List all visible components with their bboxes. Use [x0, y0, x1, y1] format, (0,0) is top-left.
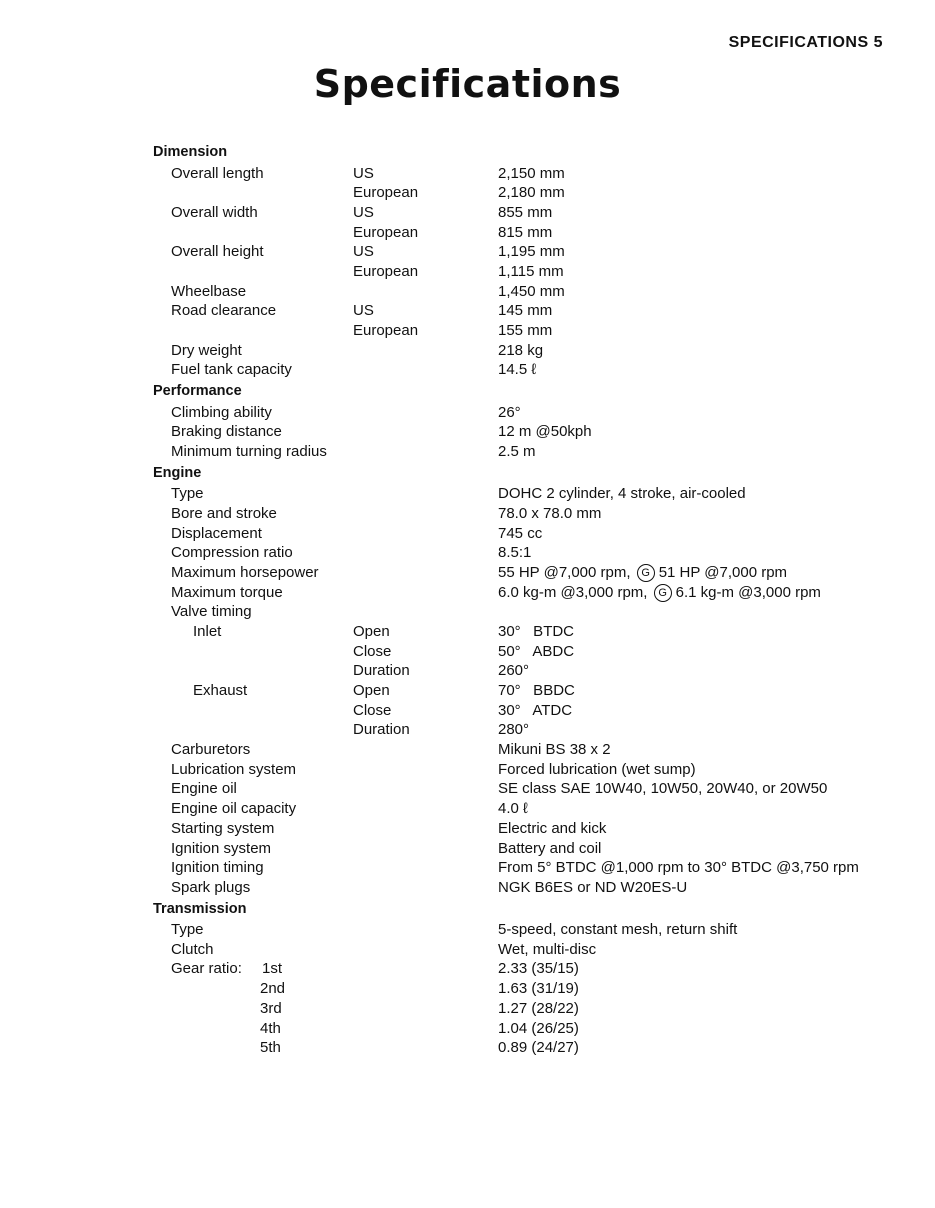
section-heading: Performance — [153, 383, 242, 400]
spec-value-primary: 6.0 kg-m @3,000 rpm, — [498, 583, 648, 601]
spec-row-clutch — [0, 940, 935, 960]
section-transmission — [0, 898, 935, 921]
spec-value: 2.5 m — [498, 442, 536, 460]
section-heading: Engine — [153, 464, 202, 481]
spec-variant: US — [353, 302, 374, 320]
spec-value: 30° BTDC — [498, 622, 575, 640]
spec-value: 145 mm — [498, 302, 553, 320]
spec-row-road-clearance — [0, 301, 935, 321]
spec-value: 815 mm — [498, 223, 553, 241]
spec-label: Starting system — [171, 819, 275, 837]
spec-value: 1.04 (26/25) — [498, 1019, 579, 1037]
spec-row-exhaust-close — [0, 701, 935, 721]
spec-value: 2,180 mm — [498, 184, 565, 202]
spec-value-secondary: 6.1 kg-m @3,000 rpm — [675, 583, 821, 601]
spec-value-primary: 55 HP @7,000 rpm, — [498, 563, 631, 581]
spec-value-secondary: 51 HP @7,000 rpm — [658, 563, 788, 581]
spec-label: Gear ratio: — [171, 960, 242, 978]
gear-rank: 2nd — [260, 980, 286, 998]
spec-row-inlet-close — [0, 642, 935, 662]
running-head: SPECIFICATIONS 5 — [728, 34, 883, 51]
spec-value: 12 m @50kph — [498, 423, 592, 441]
spec-row-overall-height-eu — [0, 262, 935, 282]
spec-row-exhaust-duration — [0, 720, 935, 740]
spec-label: Carburetors — [171, 741, 251, 759]
circled-g-marker-icon: G — [654, 584, 672, 602]
spec-row-exhaust-open — [0, 681, 935, 701]
spec-value: 70° BBDC — [498, 682, 575, 699]
spec-label: Compression ratio — [171, 544, 293, 562]
section-dimension — [0, 141, 935, 164]
spec-value: From 5° BTDC @1,000 rpm to 30° BTDC @3,750 rpm — [498, 859, 859, 877]
spec-label: Overall length — [171, 164, 264, 182]
spec-value: Forced lubrication (wet sump) — [498, 760, 696, 778]
spec-variant: European — [353, 223, 419, 241]
spec-label: Engine oil capacity — [171, 800, 297, 818]
spec-row-engine-type — [0, 484, 935, 504]
spec-value: DOHC 2 cylinder, 4 stroke, air-cooled — [498, 485, 746, 503]
spec-sublabel: Exhaust — [193, 682, 248, 699]
spec-value: 1.27 (28/22) — [498, 999, 579, 1017]
spec-row-gear-3 — [0, 999, 935, 1019]
gear-rank: 1st — [262, 960, 283, 978]
spec-variant: Close — [353, 642, 392, 660]
spec-value: SE class SAE 10W40, 10W50, 20W40, or 20W50 — [498, 780, 828, 798]
spec-label: Fuel tank capacity — [171, 361, 292, 379]
spec-label: Valve timing — [171, 603, 252, 621]
spec-row-ignition — [0, 839, 935, 859]
spec-value: 2.33 (35/15) — [498, 960, 579, 978]
spec-row-torque — [0, 583, 935, 603]
spec-value: 280° — [498, 721, 530, 739]
spec-value: Electric and kick — [498, 819, 607, 837]
spec-value: Wet, multi-disc — [498, 940, 597, 958]
spec-variant: Open — [353, 622, 390, 640]
gear-rank: 4th — [260, 1019, 281, 1037]
spec-label: Ignition timing — [171, 859, 264, 877]
spec-variant: Open — [353, 682, 390, 699]
spec-label: Wheelbase — [171, 282, 247, 300]
spec-row-gear-1 — [0, 959, 935, 979]
spec-variant: European — [353, 262, 419, 280]
spec-variant: US — [353, 243, 374, 261]
spec-label: Braking distance — [171, 423, 282, 441]
spec-variant: Duration — [353, 662, 410, 680]
spec-label: Lubrication system — [171, 760, 297, 778]
spec-variant: US — [353, 203, 374, 221]
spec-row-braking — [0, 422, 935, 442]
spec-value: 855 mm — [498, 203, 553, 221]
spec-value: Battery and coil — [498, 839, 602, 857]
spec-label: Type — [171, 485, 204, 503]
spec-row-spark-plugs — [0, 878, 935, 898]
spec-label: Type — [171, 921, 204, 939]
spec-label: Displacement — [171, 524, 262, 542]
section-heading: Transmission — [153, 900, 247, 917]
spec-row-inlet-open — [0, 622, 935, 642]
gear-rank: 3rd — [260, 999, 282, 1017]
spec-row-valve-timing — [0, 602, 935, 622]
spec-label: Maximum horsepower — [171, 563, 319, 581]
spec-label: Engine oil — [171, 780, 237, 798]
spec-label: Spark plugs — [171, 878, 251, 896]
spec-value: 1,115 mm — [498, 262, 564, 280]
spec-row-turning — [0, 442, 935, 462]
spec-value: 260° — [498, 662, 530, 680]
spec-label: Maximum torque — [171, 583, 283, 601]
spec-sublabel: Inlet — [193, 622, 222, 640]
spec-value: 78.0 x 78.0 mm — [498, 504, 602, 522]
spec-row-displacement — [0, 524, 935, 544]
spec-row-lubrication — [0, 760, 935, 780]
spec-row-fuel-tank — [0, 360, 935, 380]
spec-row-engine-oil — [0, 779, 935, 799]
spec-row-overall-width-eu — [0, 223, 935, 243]
spec-value: 30° ATDC — [498, 701, 573, 719]
spec-value: 1,195 mm — [498, 243, 565, 261]
spec-value: 4.0 ℓ — [498, 800, 528, 818]
spec-value: 26° — [498, 403, 521, 421]
spec-row-bore — [0, 504, 935, 524]
spec-value: Mikuni BS 38 x 2 — [498, 741, 611, 759]
spec-value: NGK B6ES or ND W20ES-U — [498, 878, 688, 896]
spec-value: 2,150 mm — [498, 164, 565, 182]
spec-variant: Close — [353, 701, 392, 719]
spec-value: 218 kg — [498, 341, 544, 359]
spec-row-overall-height — [0, 242, 935, 262]
spec-label: Bore and stroke — [171, 504, 277, 522]
spec-row-compression — [0, 543, 935, 563]
spec-label: Overall height — [171, 243, 264, 261]
spec-row-inlet-duration — [0, 661, 935, 681]
spec-value — [498, 563, 787, 583]
spec-row-wheelbase — [0, 282, 935, 302]
spec-label: Road clearance — [171, 302, 277, 320]
spec-row-starting — [0, 819, 935, 839]
spec-row-overall-length-eu — [0, 183, 935, 203]
spec-value: 1.63 (31/19) — [498, 980, 579, 998]
spec-table — [0, 141, 935, 1058]
circled-g-marker-icon: G — [637, 564, 655, 582]
spec-variant: US — [353, 164, 374, 182]
spec-row-road-clearance-eu — [0, 321, 935, 341]
spec-row-gear-5 — [0, 1038, 935, 1058]
spec-value: 50° ABDC — [498, 642, 575, 660]
spec-row-horsepower — [0, 563, 935, 583]
spec-row-ignition-timing — [0, 858, 935, 878]
spec-value: 745 cc — [498, 524, 543, 542]
section-performance — [0, 380, 935, 403]
spec-label: Minimum turning radius — [171, 442, 327, 460]
spec-variant: European — [353, 322, 419, 339]
spec-label: Ignition system — [171, 839, 272, 857]
spec-value: 1,450 mm — [498, 282, 565, 300]
spec-variant: European — [353, 184, 419, 202]
spec-row-transmission-type — [0, 920, 935, 940]
spec-row-overall-width — [0, 203, 935, 223]
spec-label: Overall width — [171, 203, 258, 221]
section-heading: Dimension — [153, 144, 228, 160]
spec-row-dry-weight — [0, 341, 935, 361]
gear-rank: 5th — [260, 1039, 281, 1057]
spec-value: 5-speed, constant mesh, return shift — [498, 921, 738, 939]
spec-label: Dry weight — [171, 341, 242, 359]
spec-row-oil-capacity — [0, 799, 935, 819]
spec-value: 155 mm — [498, 322, 553, 339]
spec-value: 0.89 (24/27) — [498, 1039, 579, 1057]
spec-row-overall-length — [0, 164, 935, 184]
spec-value — [498, 583, 821, 603]
spec-row-carburetors — [0, 740, 935, 760]
spec-row-gear-4 — [0, 1019, 935, 1039]
section-engine — [0, 462, 935, 485]
spec-variant: Duration — [353, 721, 410, 739]
page-title: Specifications — [313, 62, 622, 106]
spec-value: 8.5:1 — [498, 544, 532, 562]
spec-row-climbing — [0, 403, 935, 423]
spec-row-gear-2 — [0, 979, 935, 999]
spec-label: Clutch — [171, 940, 214, 958]
spec-label: Climbing ability — [171, 403, 272, 421]
spec-value: 14.5 ℓ — [498, 361, 537, 379]
